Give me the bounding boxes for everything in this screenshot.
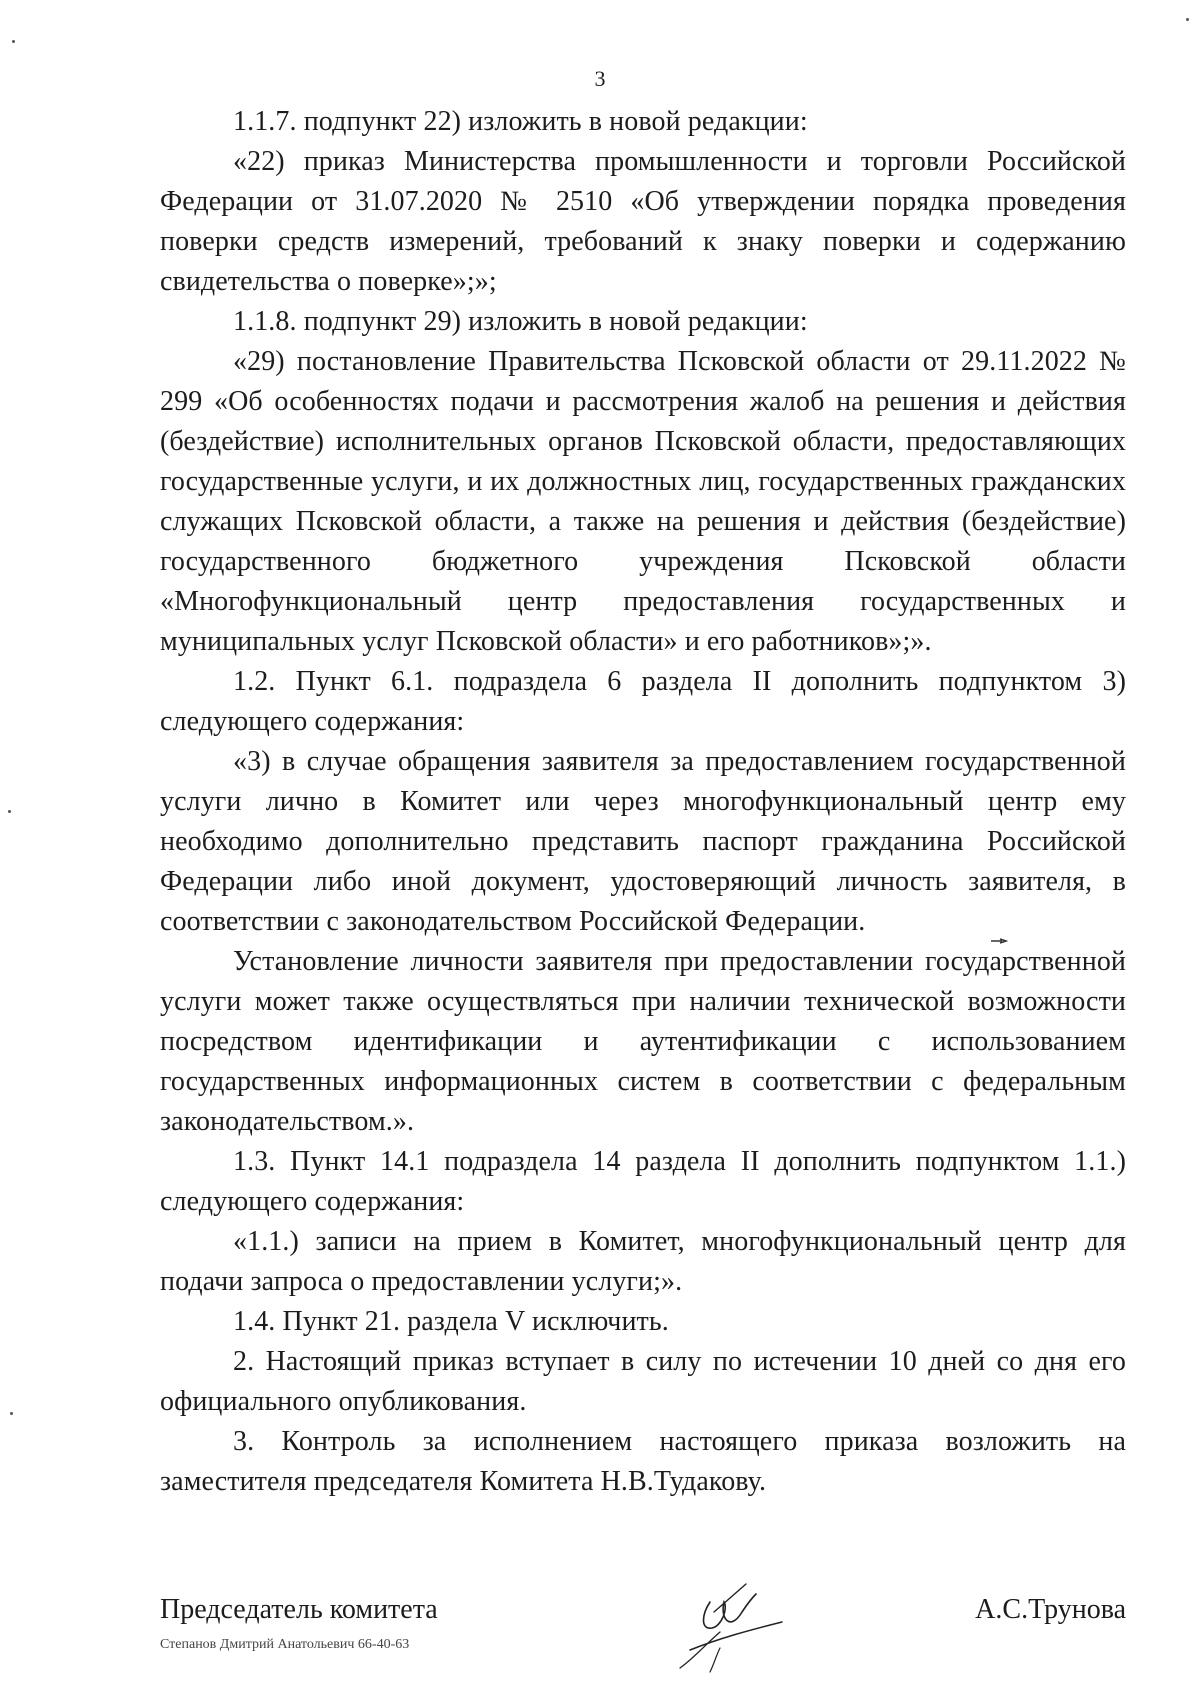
paragraph-identity-verification: Установление личности заявителя при предоставлении государственной услуги может также осуществляться при наличии технической возможности посредством идентификации и аутентификации с использованием государственных информационных систем в соответствии с федеральным законодательством.».	[160, 946, 1126, 1137]
paragraph-1-1-8: 1.1.8. подпункт 29) изложить в новой редакции:	[233, 306, 808, 337]
scan-dot	[12, 40, 15, 43]
signatory-name: А.С.Трунова	[975, 1594, 1126, 1625]
handwritten-signature	[650, 1572, 800, 1682]
paragraph-subpoint-1-1-text: «1.1.) записи на прием в Комитет, многофункциональный центр для подачи запроса о предоставлении услуги;».	[160, 1226, 1126, 1297]
paragraph-subpoint-29-text: «29) постановление Правительства Псковской области от 29.11.2022 № 299 «Об особенностях подачи и рассмотрения жалоб на решения и действия (бездействие) исполнительных органов Псковской области, предоставляющих государственные услуги, и их должностных лиц, государственных гражданских служащих Псковской области, а также на решения и действия (бездействие) государственного бюджетного учреждения Псковской области «Многофункциональный центр предоставления государственных и муниципальных услуг Псковской области» и его работников»;».	[160, 346, 1126, 657]
paragraph-subpoint-3-text: «3) в случае обращения заявителя за предоставлением государственной услуги лично в Комитет или через многофункциональный центр ему необходимо дополнительно представить паспорт гражданина Российской Федерации либо иной документ, удостоверяющий личность заявителя, в соответствии с законодательством Российской Федерации.	[160, 746, 1126, 937]
signature-block	[160, 1592, 1126, 1672]
paragraph-1-3: 1.3. Пункт 14.1 подраздела 14 раздела II дополнить подпунктом 1.1.) следующего содержания:	[160, 1146, 1126, 1217]
signatory-position: Председатель комитета	[160, 1594, 438, 1625]
page-number: 3	[594, 66, 606, 91]
paragraph-1-2: 1.2. Пункт 6.1. подраздела 6 раздела II дополнить подпунктом 3) следующего содержания:	[160, 666, 1126, 737]
document-body	[160, 102, 1126, 1502]
executor-contact: Степанов Дмитрий Анатольевич 66-40-63	[160, 1637, 410, 1652]
paragraph-1-4: 1.4. Пункт 21. раздела V исключить.	[233, 1306, 669, 1337]
paragraph-3: 3. Контроль за исполнением настоящего приказа возложить на заместителя председателя Комитета Н.В.Тудакову.	[160, 1426, 1126, 1497]
paragraph-subpoint-22-text: «22) приказ Министерства промышленности и торговли Российской Федерации от 31.07.2020 № 2510 «Об утверждении порядка проведения поверки средств измерений, требований к знаку поверки и содержанию свидетельства о поверке»;»;	[160, 146, 1126, 297]
scan-dot	[8, 810, 11, 813]
paragraph-1-1-7: 1.1.7. подпункт 22) изложить в новой редакции:	[233, 106, 808, 137]
paragraph-2: 2. Настоящий приказ вступает в силу по истечении 10 дней со дня его официального опубликования.	[160, 1346, 1126, 1417]
scan-dot	[1186, 18, 1189, 21]
scan-mark	[990, 938, 1008, 944]
scan-dot	[10, 1412, 13, 1415]
